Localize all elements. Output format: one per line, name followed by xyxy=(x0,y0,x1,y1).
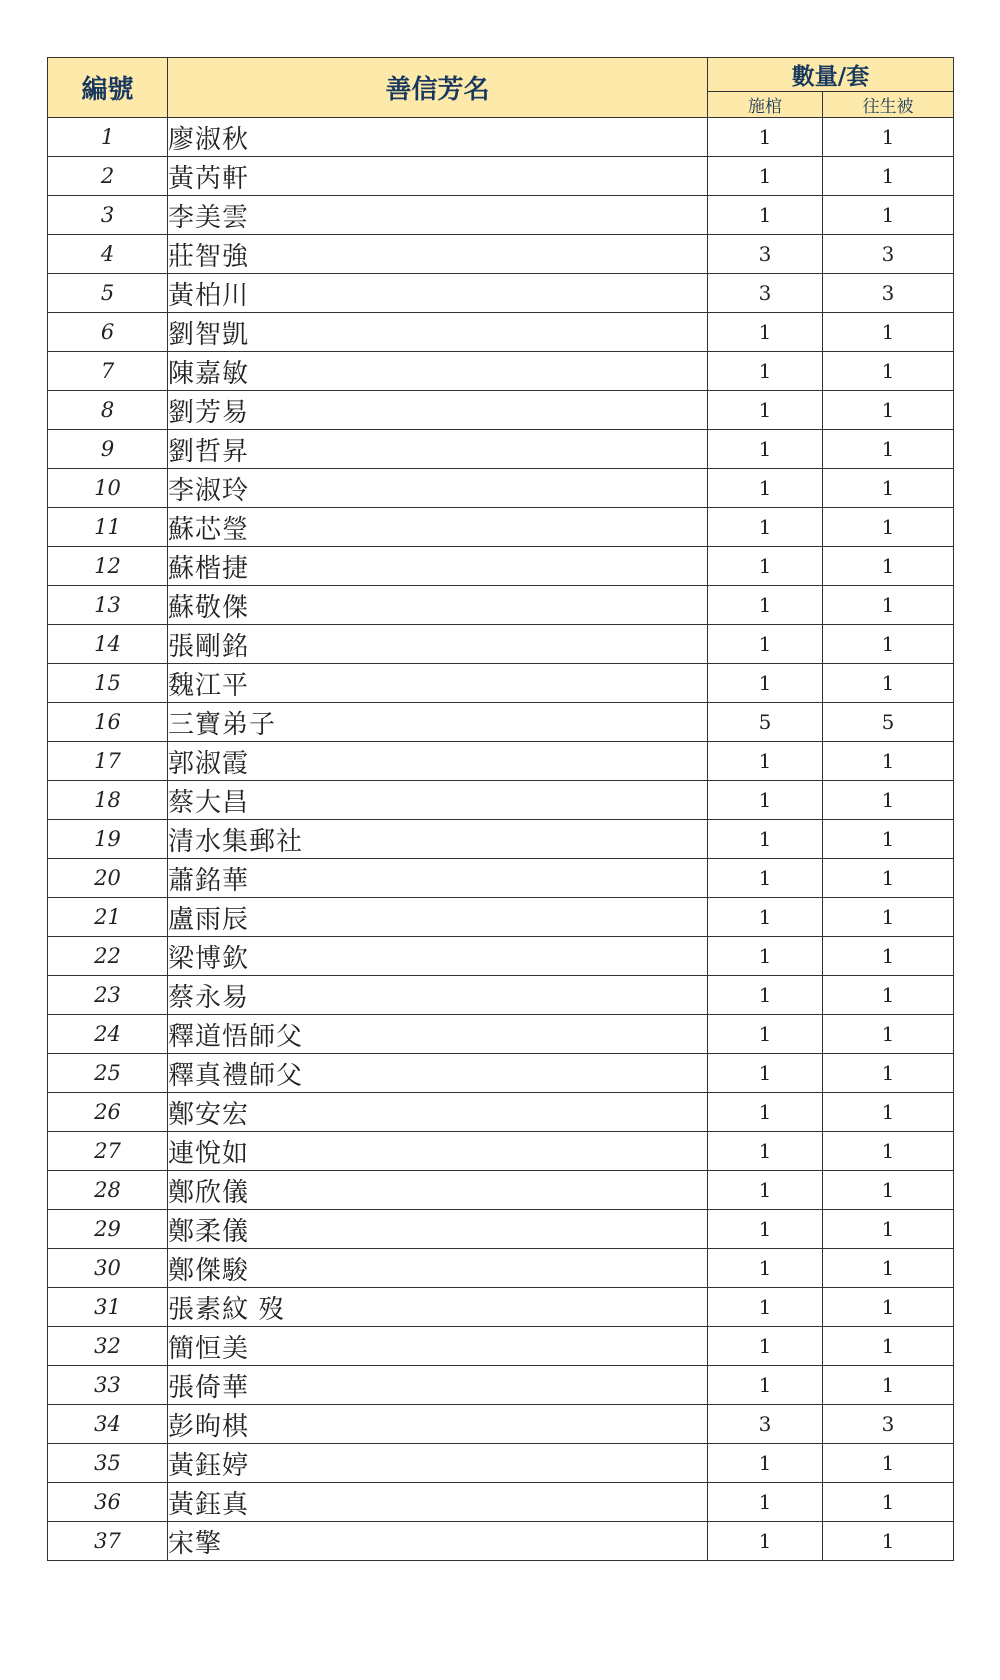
coffin-count: 1 xyxy=(708,1054,823,1093)
coffin-count: 1 xyxy=(708,1327,823,1366)
coffin-count: 1 xyxy=(708,508,823,547)
table-row xyxy=(48,1444,954,1483)
quilt-count: 1 xyxy=(823,1366,954,1405)
table-row xyxy=(48,469,954,508)
coffin-count: 1 xyxy=(708,1288,823,1327)
coffin-count: 1 xyxy=(708,664,823,703)
donor-name: 蔡大昌 xyxy=(168,781,708,820)
quilt-count: 1 xyxy=(823,1288,954,1327)
coffin-count: 1 xyxy=(708,313,823,352)
table-row xyxy=(48,430,954,469)
donor-name: 黃芮軒 xyxy=(168,157,708,196)
donor-name: 張剛銘 xyxy=(168,625,708,664)
table-row xyxy=(48,1171,954,1210)
quilt-count: 1 xyxy=(823,1210,954,1249)
table-row xyxy=(48,742,954,781)
row-number: 7 xyxy=(48,352,168,391)
table-row xyxy=(48,1132,954,1171)
donor-name: 釋真禮師父 xyxy=(168,1054,708,1093)
quilt-count: 1 xyxy=(823,859,954,898)
table-row xyxy=(48,937,954,976)
donor-name: 劉芳易 xyxy=(168,391,708,430)
row-number: 31 xyxy=(48,1288,168,1327)
quilt-count: 1 xyxy=(823,391,954,430)
table-row xyxy=(48,1288,954,1327)
quilt-count: 1 xyxy=(823,1054,954,1093)
donor-name: 蔡永易 xyxy=(168,976,708,1015)
quilt-count: 1 xyxy=(823,1093,954,1132)
quilt-count: 1 xyxy=(823,508,954,547)
donor-name: 李淑玲 xyxy=(168,469,708,508)
table-row xyxy=(48,820,954,859)
donor-name: 魏江平 xyxy=(168,664,708,703)
donor-name: 蘇楷捷 xyxy=(168,547,708,586)
row-number: 21 xyxy=(48,898,168,937)
row-number: 28 xyxy=(48,1171,168,1210)
donor-name: 黃柏川 xyxy=(168,274,708,313)
row-number: 27 xyxy=(48,1132,168,1171)
coffin-count: 1 xyxy=(708,469,823,508)
table-row xyxy=(48,196,954,235)
donor-name: 張素紋 歿 xyxy=(168,1288,708,1327)
table-row xyxy=(48,547,954,586)
table-row xyxy=(48,157,954,196)
table-row xyxy=(48,1054,954,1093)
row-number: 24 xyxy=(48,1015,168,1054)
donor-table xyxy=(47,57,954,1561)
row-number: 32 xyxy=(48,1327,168,1366)
donor-name: 黃鈺婷 xyxy=(168,1444,708,1483)
donor-name: 陳嘉敏 xyxy=(168,352,708,391)
donor-name: 蕭銘華 xyxy=(168,859,708,898)
row-number: 16 xyxy=(48,703,168,742)
quilt-count: 1 xyxy=(823,1249,954,1288)
quilt-count: 1 xyxy=(823,976,954,1015)
donor-name: 盧雨辰 xyxy=(168,898,708,937)
table-row xyxy=(48,898,954,937)
coffin-count: 1 xyxy=(708,625,823,664)
row-number: 26 xyxy=(48,1093,168,1132)
coffin-count: 1 xyxy=(708,430,823,469)
quilt-count: 1 xyxy=(823,1327,954,1366)
table-row xyxy=(48,1522,954,1561)
coffin-count: 1 xyxy=(708,976,823,1015)
table-row xyxy=(48,976,954,1015)
row-number: 11 xyxy=(48,508,168,547)
row-number: 36 xyxy=(48,1483,168,1522)
quilt-count: 1 xyxy=(823,1015,954,1054)
donor-name: 鄭柔儀 xyxy=(168,1210,708,1249)
donor-name: 梁博欽 xyxy=(168,937,708,976)
coffin-count: 1 xyxy=(708,1171,823,1210)
donor-name: 簡恒美 xyxy=(168,1327,708,1366)
donor-name: 鄭傑駿 xyxy=(168,1249,708,1288)
row-number: 35 xyxy=(48,1444,168,1483)
table-row xyxy=(48,664,954,703)
quilt-count: 1 xyxy=(823,352,954,391)
quilt-count: 1 xyxy=(823,430,954,469)
donor-name: 連悅如 xyxy=(168,1132,708,1171)
coffin-count: 1 xyxy=(708,157,823,196)
coffin-count: 1 xyxy=(708,742,823,781)
table-body xyxy=(48,118,954,1561)
quilt-count: 1 xyxy=(823,1132,954,1171)
row-number: 30 xyxy=(48,1249,168,1288)
quilt-count: 1 xyxy=(823,469,954,508)
row-number: 13 xyxy=(48,586,168,625)
donor-name: 張倚華 xyxy=(168,1366,708,1405)
table-row xyxy=(48,508,954,547)
table-row xyxy=(48,1327,954,1366)
row-number: 6 xyxy=(48,313,168,352)
coffin-count: 1 xyxy=(708,820,823,859)
quilt-count: 3 xyxy=(823,274,954,313)
row-number: 17 xyxy=(48,742,168,781)
row-number: 37 xyxy=(48,1522,168,1561)
row-number: 34 xyxy=(48,1405,168,1444)
row-number: 12 xyxy=(48,547,168,586)
donor-name: 劉哲昇 xyxy=(168,430,708,469)
table-row xyxy=(48,586,954,625)
coffin-count: 3 xyxy=(708,1405,823,1444)
coffin-count: 1 xyxy=(708,391,823,430)
coffin-count: 3 xyxy=(708,274,823,313)
coffin-count: 1 xyxy=(708,1093,823,1132)
quilt-count: 1 xyxy=(823,313,954,352)
coffin-count: 1 xyxy=(708,898,823,937)
row-number: 1 xyxy=(48,118,168,157)
table-row xyxy=(48,1483,954,1522)
row-number: 29 xyxy=(48,1210,168,1249)
table-row xyxy=(48,625,954,664)
donor-name: 李美雲 xyxy=(168,196,708,235)
coffin-count: 1 xyxy=(708,547,823,586)
donor-name: 莊智強 xyxy=(168,235,708,274)
row-number: 8 xyxy=(48,391,168,430)
table-row xyxy=(48,781,954,820)
table-header xyxy=(48,58,954,118)
donor-name: 劉智凱 xyxy=(168,313,708,352)
coffin-count: 1 xyxy=(708,196,823,235)
row-number: 25 xyxy=(48,1054,168,1093)
row-number: 14 xyxy=(48,625,168,664)
quilt-count: 1 xyxy=(823,586,954,625)
quilt-count: 1 xyxy=(823,118,954,157)
header-quantity: 數量/套 xyxy=(708,58,954,92)
table-row xyxy=(48,1405,954,1444)
row-number: 19 xyxy=(48,820,168,859)
header-number: 編號 xyxy=(48,58,168,118)
donor-name: 黃鈺真 xyxy=(168,1483,708,1522)
coffin-count: 1 xyxy=(708,1366,823,1405)
quilt-count: 1 xyxy=(823,196,954,235)
quilt-count: 1 xyxy=(823,742,954,781)
table-row xyxy=(48,235,954,274)
quilt-count: 1 xyxy=(823,820,954,859)
coffin-count: 1 xyxy=(708,586,823,625)
row-number: 10 xyxy=(48,469,168,508)
quilt-count: 3 xyxy=(823,1405,954,1444)
table-row xyxy=(48,313,954,352)
table-row xyxy=(48,1210,954,1249)
coffin-count: 1 xyxy=(708,859,823,898)
coffin-count: 1 xyxy=(708,1522,823,1561)
header-donor-name: 善信芳名 xyxy=(168,58,708,118)
coffin-count: 1 xyxy=(708,781,823,820)
coffin-count: 1 xyxy=(708,1132,823,1171)
row-number: 2 xyxy=(48,157,168,196)
coffin-count: 1 xyxy=(708,352,823,391)
table-row xyxy=(48,391,954,430)
header-coffin: 施棺 xyxy=(708,92,823,118)
donor-name: 蘇芯瑩 xyxy=(168,508,708,547)
table-row xyxy=(48,1093,954,1132)
row-number: 20 xyxy=(48,859,168,898)
quilt-count: 1 xyxy=(823,898,954,937)
coffin-count: 1 xyxy=(708,118,823,157)
donor-name: 郭淑霞 xyxy=(168,742,708,781)
table-row xyxy=(48,1015,954,1054)
row-number: 4 xyxy=(48,235,168,274)
table-row xyxy=(48,1366,954,1405)
row-number: 18 xyxy=(48,781,168,820)
donor-name: 蘇敬傑 xyxy=(168,586,708,625)
quilt-count: 3 xyxy=(823,235,954,274)
donor-name: 彭昫棋 xyxy=(168,1405,708,1444)
donor-name: 宋擎 xyxy=(168,1522,708,1561)
table-row xyxy=(48,118,954,157)
donor-name: 鄭安宏 xyxy=(168,1093,708,1132)
quilt-count: 1 xyxy=(823,547,954,586)
table-row xyxy=(48,352,954,391)
row-number: 33 xyxy=(48,1366,168,1405)
table-row xyxy=(48,1249,954,1288)
coffin-count: 1 xyxy=(708,1015,823,1054)
coffin-count: 5 xyxy=(708,703,823,742)
donor-name: 鄭欣儀 xyxy=(168,1171,708,1210)
table-row xyxy=(48,703,954,742)
quilt-count: 1 xyxy=(823,781,954,820)
coffin-count: 1 xyxy=(708,1249,823,1288)
quilt-count: 5 xyxy=(823,703,954,742)
quilt-count: 1 xyxy=(823,1444,954,1483)
row-number: 9 xyxy=(48,430,168,469)
coffin-count: 3 xyxy=(708,235,823,274)
quilt-count: 1 xyxy=(823,625,954,664)
quilt-count: 1 xyxy=(823,1483,954,1522)
donor-name: 釋道悟師父 xyxy=(168,1015,708,1054)
quilt-count: 1 xyxy=(823,1522,954,1561)
quilt-count: 1 xyxy=(823,1171,954,1210)
quilt-count: 1 xyxy=(823,937,954,976)
coffin-count: 1 xyxy=(708,1483,823,1522)
row-number: 5 xyxy=(48,274,168,313)
row-number: 22 xyxy=(48,937,168,976)
donor-name: 廖淑秋 xyxy=(168,118,708,157)
row-number: 15 xyxy=(48,664,168,703)
donor-name: 清水集郵社 xyxy=(168,820,708,859)
coffin-count: 1 xyxy=(708,1210,823,1249)
coffin-count: 1 xyxy=(708,1444,823,1483)
quilt-count: 1 xyxy=(823,664,954,703)
row-number: 23 xyxy=(48,976,168,1015)
quilt-count: 1 xyxy=(823,157,954,196)
coffin-count: 1 xyxy=(708,937,823,976)
table-row xyxy=(48,859,954,898)
table-row xyxy=(48,274,954,313)
row-number: 3 xyxy=(48,196,168,235)
header-quilt: 往生被 xyxy=(823,92,954,118)
donor-name: 三寶弟子 xyxy=(168,703,708,742)
